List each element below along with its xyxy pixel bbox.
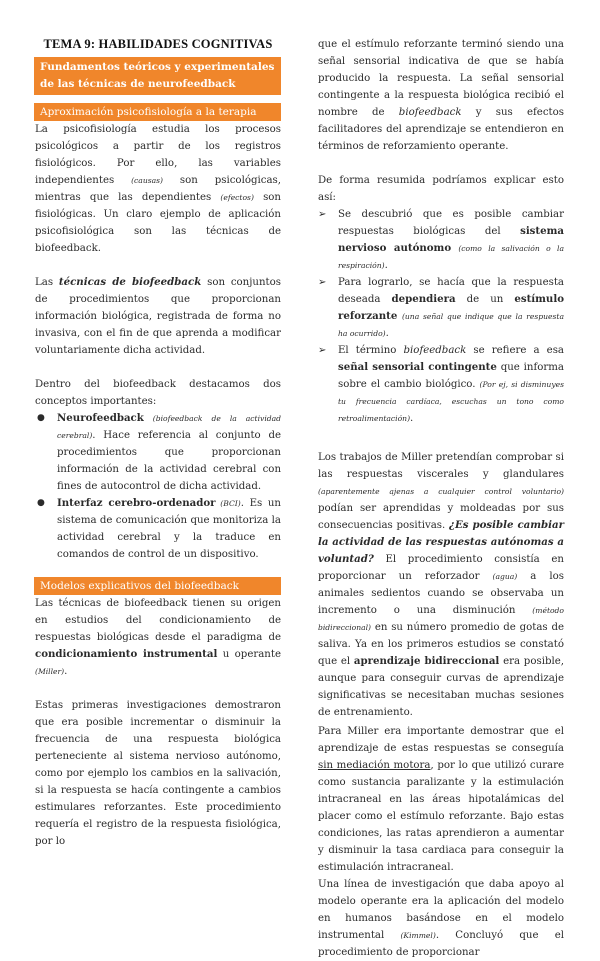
paragraph-mediacion-motora: Para Miller era importante demostrar que el aprendizaje de estas respuestas se conseguía sin mediación motora, por lo que utilizó curare como sustancia paralizante y la estimulación intracraneal en las áreas hipotalámicas del placer como el estímulo reforzante. Bajo estas condiciones, las ratas aprendieron a aumentar y disminuir la tasa cardiaca para conseguir la estimulación intracraneal. — [318, 726, 564, 873]
right-column — [318, 0, 564, 961]
paragraph-origen: Las técnicas de biofeedback tienen su origen en estudios del condicionamiento de respuestas biológicas desde el paradigma de condicionamiento instrumental u operante (Miller). — [35, 598, 281, 677]
list-item: ➢ El término biofeedback se refiere a esa señal sensorial contingente que informa sobre el cambio biológico. (Por ej, si disminuyes tu frecuencia cardíaca, escuchas un tono como retroalimentación). — [318, 342, 564, 427]
page-title: TEMA 9: HABILIDADES COGNITIVAS — [43, 37, 273, 51]
list-item: ● Neurofeedback (biofeedback de la actividad cerebral). Hace referencia al conjunto de procedimientos que proporcionan información de la actividad cerebral con fines de autocontrol de dicha actividad. — [37, 412, 281, 492]
section-header-aproximacion: Aproximación psicofisiología a la terapia — [34, 103, 281, 121]
arrow-bullet-icon: ➢ — [318, 209, 327, 220]
arrow-bullet-icon: ➢ — [318, 277, 327, 288]
paragraph-estimulo-reforzante: que el estímulo reforzante terminó siendo una señal sensorial indicativa de que se había producido la respuesta. La señal sensorial contingente a la respuesta biológica recibió el nombre de biofeedback y sus efectos facilitadores del aprendizaje se entendieron en términos de reforzamiento operante. — [318, 39, 564, 152]
bullet-icon: ● — [37, 498, 45, 508]
section-header-modelos: Modelos explicativos del biofeedback — [34, 577, 281, 595]
paragraph-conceptos: Dentro del biofeedback destacamos dos conceptos importantes: — [35, 379, 281, 407]
arrow-bullet-icon: ➢ — [318, 345, 327, 356]
main-section-header: Fundamentos teóricos y experimentales de las técnicas de neurofeedback — [34, 57, 281, 95]
concept-list — [35, 410, 281, 563]
paragraph-investigaciones: Estas primeras investigaciones demostraron que era posible incrementar o disminuir la frecuencia de una respuesta biológica perteneciente al sistema nervioso autónomo, como por ejemplo los cambios en la salivación, si la respuesta se hacía contingente a cambios estimulares reforzantes. Este procedimiento requería el registro de la respuesta fisiológica, por lo — [35, 700, 281, 847]
list-item: ➢ Para lograrlo, se hacía que la respuesta deseada dependiera de un estímulo reforzante (una señal que indique que la respuesta ha ocurrido). — [318, 274, 564, 342]
bullet-icon: ● — [37, 413, 45, 423]
list-item: ➢ Se descubrió que es posible cambiar respuestas biológicas del sistema nervioso autónomo (como la salivación o la respiración). — [318, 206, 564, 274]
paragraph-tecnicas-biofeedback: Las técnicas de biofeedback son conjuntos de procedimientos que proporcionan información biológica, registrada de forma no invasiva, con el fin de que aprenda a modificar voluntariamente dicha actividad. — [35, 276, 281, 356]
left-column — [35, 0, 281, 850]
paragraph-resumen: De forma resumida podríamos explicar esto así: — [318, 175, 564, 203]
paragraph-trabajos-miller: Los trabajos de Miller pretendían comprobar si las respuestas viscerales y glandulares (aparentemente ajenas a cualquier control voluntario) podían ser aprendidas y moldeadas por sus consecuencias positivas. ¿Es posible cambiar la actividad de las respuestas autónomas a voluntad? El procedimiento consistía en proporcionar un reforzador (agua) a los animales sedientos cuando se observaba un incremento o una disminución (método bidireccional) en su número promedio de gotas de saliva. Ya en los primeros estudios se constató que el aprendizaje bidireccional era posible, aunque para conseguir curvas de aprendizaje significativas se necesitaban muchas sesiones de entrenamiento. — [318, 452, 564, 718]
list-item: ● Interfaz cerebro-ordenador (BCI). Es un sistema de comunicación que monitoriza la actividad cerebral y la traduce en comandos de control de un dispositivo. — [37, 497, 281, 560]
paragraph-modelo-operante: Una línea de investigación que daba apoyo al modelo operante era la aplicación del modelo en humanos basándose en el modelo instrumental (Kimmel). Concluyó que el procedimiento de proporcionar — [318, 879, 564, 958]
paragraph-psicofisiologia: La psicofisiología estudia los procesos psicológicos a partir de los registros fisiológicos. Por ello, las variables independientes (causas) son psicológicas, mientras que las dependientes (efectos) son fisiológicas. Un claro ejemplo de aplicación psicofisiológica son las técnicas de biofeedback. — [35, 124, 281, 254]
summary-list — [318, 206, 564, 427]
